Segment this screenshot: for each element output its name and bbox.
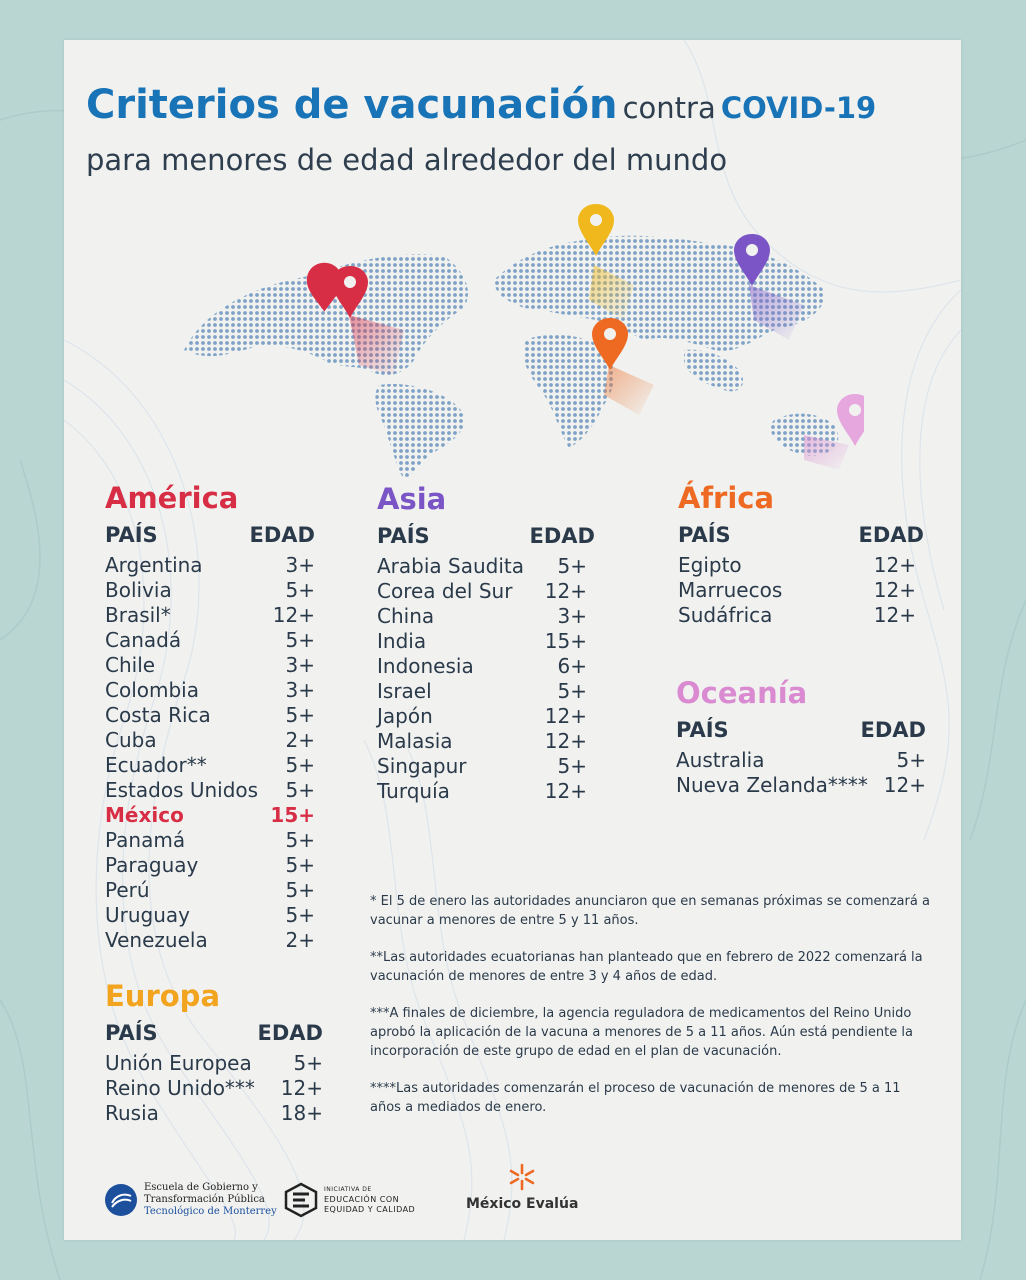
- age-value: 12+: [280, 1076, 323, 1100]
- age-value: 3+: [557, 604, 587, 628]
- title-contra: contra: [622, 91, 716, 125]
- age-value: 5+: [557, 754, 587, 778]
- country-name: Corea del Sur: [377, 579, 513, 603]
- table-row: [105, 653, 315, 678]
- ece-line-2: EDUCACIÓN CON: [324, 1195, 400, 1204]
- region-title-oceania: Oceanía: [676, 676, 808, 710]
- header-age: EDAD: [257, 1021, 323, 1045]
- region-title-america: América: [105, 481, 239, 515]
- table-america: [105, 553, 315, 953]
- table-row: [377, 579, 587, 604]
- table-africa: [678, 553, 924, 628]
- tec-line-2: Transformación Pública: [144, 1194, 265, 1205]
- table-row: [377, 704, 587, 729]
- table-asia: [377, 554, 595, 804]
- table-header: [676, 716, 926, 744]
- country-name: Israel: [377, 679, 432, 703]
- title-block: [86, 78, 946, 180]
- table-row-highlight: [105, 803, 315, 828]
- table-header: [377, 522, 595, 550]
- age-value: 12+: [883, 773, 926, 797]
- age-value: 12+: [544, 704, 587, 728]
- age-value: 12+: [873, 553, 916, 577]
- region-europa: [105, 979, 323, 1126]
- table-header: [105, 521, 315, 549]
- table-row: [105, 728, 315, 753]
- region-title-europa: Europa: [105, 979, 221, 1013]
- table-row: [377, 779, 587, 804]
- country-name: Chile: [105, 653, 156, 677]
- country-name: Australia: [676, 748, 765, 772]
- country-name: Marruecos: [678, 578, 783, 602]
- table-row: [377, 754, 587, 779]
- age-value: 5+: [285, 778, 315, 802]
- country-name: Indonesia: [377, 654, 474, 678]
- age-value: 6+: [557, 654, 587, 678]
- tec-line-3: Tecnológico de Monterrey: [144, 1206, 277, 1217]
- table-header: [105, 1019, 323, 1047]
- map-south-asia: [684, 350, 743, 392]
- age-value: 5+: [285, 903, 315, 927]
- table-row: [678, 603, 916, 628]
- title-covid: COVID-19: [720, 91, 877, 125]
- table-row: [377, 629, 587, 654]
- tec-line-1: Escuela de Gobierno y: [144, 1182, 258, 1193]
- age-value: 5+: [285, 853, 315, 877]
- country-name: Argentina: [105, 553, 203, 577]
- country-name: Estados Unidos: [105, 778, 259, 802]
- ece-line-1: INICIATIVA DE: [324, 1186, 372, 1193]
- footnote-1: * El 5 de enero las autoridades anunciaron que en semanas próximas se comenzará a vacunar a menores de entre 5 y 11 años.: [370, 894, 930, 928]
- table-row: [105, 1051, 323, 1076]
- footnote-4: ****Las autoridades comenzarán el proceso de vacunación de menores de 5 a 11 años a mediados de enero.: [370, 1081, 901, 1115]
- country-name: México: [105, 803, 184, 827]
- table-europa: [105, 1051, 323, 1126]
- region-oceania: [676, 676, 926, 798]
- table-row: [105, 1101, 323, 1126]
- region-asia: [377, 482, 595, 804]
- mexico-evalua-star-icon: [507, 1162, 537, 1192]
- table-row: [105, 628, 315, 653]
- table-row: [105, 928, 315, 953]
- table-header: [678, 521, 924, 549]
- age-value: 3+: [285, 653, 315, 677]
- table-row: [105, 553, 315, 578]
- country-name: Paraguay: [105, 853, 199, 877]
- table-row: [105, 903, 315, 928]
- age-value: 12+: [272, 603, 315, 627]
- country-name: Colombia: [105, 678, 199, 702]
- country-name: Unión Europea: [105, 1051, 252, 1075]
- ece-logo-icon: [284, 1182, 318, 1218]
- country-name: Ecuador**: [105, 753, 207, 777]
- age-value: 5+: [285, 703, 315, 727]
- logo-bar: [104, 1178, 924, 1228]
- country-name: China: [377, 604, 435, 628]
- age-value: 2+: [285, 728, 315, 752]
- age-value: 12+: [544, 729, 587, 753]
- country-name: Singapur: [377, 754, 467, 778]
- country-name: Panamá: [105, 828, 186, 852]
- table-row: [105, 603, 315, 628]
- country-name: Arabia Saudita: [377, 554, 525, 578]
- table-row: [105, 578, 315, 603]
- age-value: 12+: [873, 578, 916, 602]
- country-name: Costa Rica: [105, 703, 211, 727]
- region-title-asia: Asia: [377, 482, 447, 516]
- table-row: [105, 828, 315, 853]
- region-america: [105, 481, 315, 953]
- country-name: Rusia: [105, 1101, 159, 1125]
- ece-line-3: EQUIDAD Y CALIDAD: [324, 1205, 416, 1214]
- table-row: [377, 604, 587, 629]
- country-name: Egipto: [678, 553, 742, 577]
- age-value: 3+: [285, 678, 315, 702]
- title-main: Criterios de vacunación: [86, 82, 618, 128]
- country-name: Perú: [105, 878, 150, 902]
- country-name: Canadá: [105, 628, 182, 652]
- table-row: [678, 553, 916, 578]
- age-value: 18+: [280, 1101, 323, 1125]
- country-name: Reino Unido***: [105, 1076, 255, 1100]
- logo-ece: [284, 1178, 415, 1222]
- country-name: India: [377, 629, 427, 653]
- table-row: [678, 578, 916, 603]
- header-country: PAÍS: [377, 524, 430, 548]
- age-value: 12+: [873, 603, 916, 627]
- mexico-evalua-label: México Evalúa: [466, 1196, 579, 1212]
- age-value: 5+: [896, 748, 926, 772]
- age-value: 5+: [285, 578, 315, 602]
- age-value: 5+: [285, 628, 315, 652]
- age-value: 12+: [544, 579, 587, 603]
- age-value: 5+: [293, 1051, 323, 1075]
- footnote-2: **Las autoridades ecuatorianas han planteado que en febrero de 2022 comenzará la vacunación de menores de entre 3 y 4 años de edad.: [370, 950, 923, 984]
- logo-mexico-evalua: [466, 1162, 578, 1226]
- country-name: Venezuela: [105, 928, 208, 952]
- age-value: 5+: [285, 753, 315, 777]
- country-name: Uruguay: [105, 903, 190, 927]
- country-name: Cuba: [105, 728, 157, 752]
- table-row: [105, 753, 315, 778]
- table-row: [377, 654, 587, 679]
- age-value: 5+: [285, 828, 315, 852]
- header-country: PAÍS: [105, 1021, 158, 1045]
- age-value: 5+: [285, 878, 315, 902]
- country-name: Nueva Zelanda****: [676, 773, 868, 797]
- table-row: [105, 703, 315, 728]
- country-name: Brasil*: [105, 603, 171, 627]
- map-eurasia: [494, 236, 825, 351]
- title-line-2: para menores de edad alrededor del mundo: [86, 143, 728, 177]
- footnote-3: ***A finales de diciembre, la agencia reguladora de medicamentos del Reino Unido aprobó la aplicación de la vacuna a menores de 5 a 11 años. Aún está pendiente la incorporación de este grupo de edad en el plan de vacunación.: [370, 1006, 913, 1059]
- tec-logo-icon: [104, 1183, 138, 1217]
- footnotes: [370, 892, 930, 1135]
- title-line-1: [86, 78, 946, 140]
- table-row: [105, 778, 315, 803]
- header-country: PAÍS: [105, 523, 158, 547]
- country-name: Turquía: [377, 779, 450, 803]
- table-row: [676, 773, 926, 798]
- country-name: Japón: [377, 704, 433, 728]
- age-value: 2+: [285, 928, 315, 952]
- table-row: [377, 679, 587, 704]
- header-age: EDAD: [858, 523, 924, 547]
- world-map-icon: [164, 190, 864, 480]
- infographic-card: [64, 40, 961, 1240]
- region-title-africa: África: [678, 481, 775, 515]
- header-age: EDAD: [249, 523, 315, 547]
- age-value: 15+: [270, 803, 315, 827]
- header-country: PAÍS: [678, 523, 731, 547]
- age-value: 3+: [285, 553, 315, 577]
- table-row: [105, 878, 315, 903]
- map-south-america: [375, 384, 464, 480]
- logo-tec: [104, 1178, 277, 1222]
- age-value: 5+: [557, 554, 587, 578]
- table-oceania: [676, 748, 926, 798]
- header-age: EDAD: [529, 524, 595, 548]
- country-name: Bolivia: [105, 578, 172, 602]
- age-value: 12+: [544, 779, 587, 803]
- age-value: 5+: [557, 679, 587, 703]
- table-row: [105, 1076, 323, 1101]
- region-africa: [678, 481, 924, 628]
- table-row: [105, 853, 315, 878]
- header-age: EDAD: [860, 718, 926, 742]
- table-row: [377, 554, 587, 579]
- header-country: PAÍS: [676, 718, 729, 742]
- country-name: Sudáfrica: [678, 603, 773, 627]
- country-name: Malasia: [377, 729, 453, 753]
- age-value: 15+: [544, 629, 587, 653]
- table-row: [676, 748, 926, 773]
- table-row: [105, 678, 315, 703]
- table-row: [377, 729, 587, 754]
